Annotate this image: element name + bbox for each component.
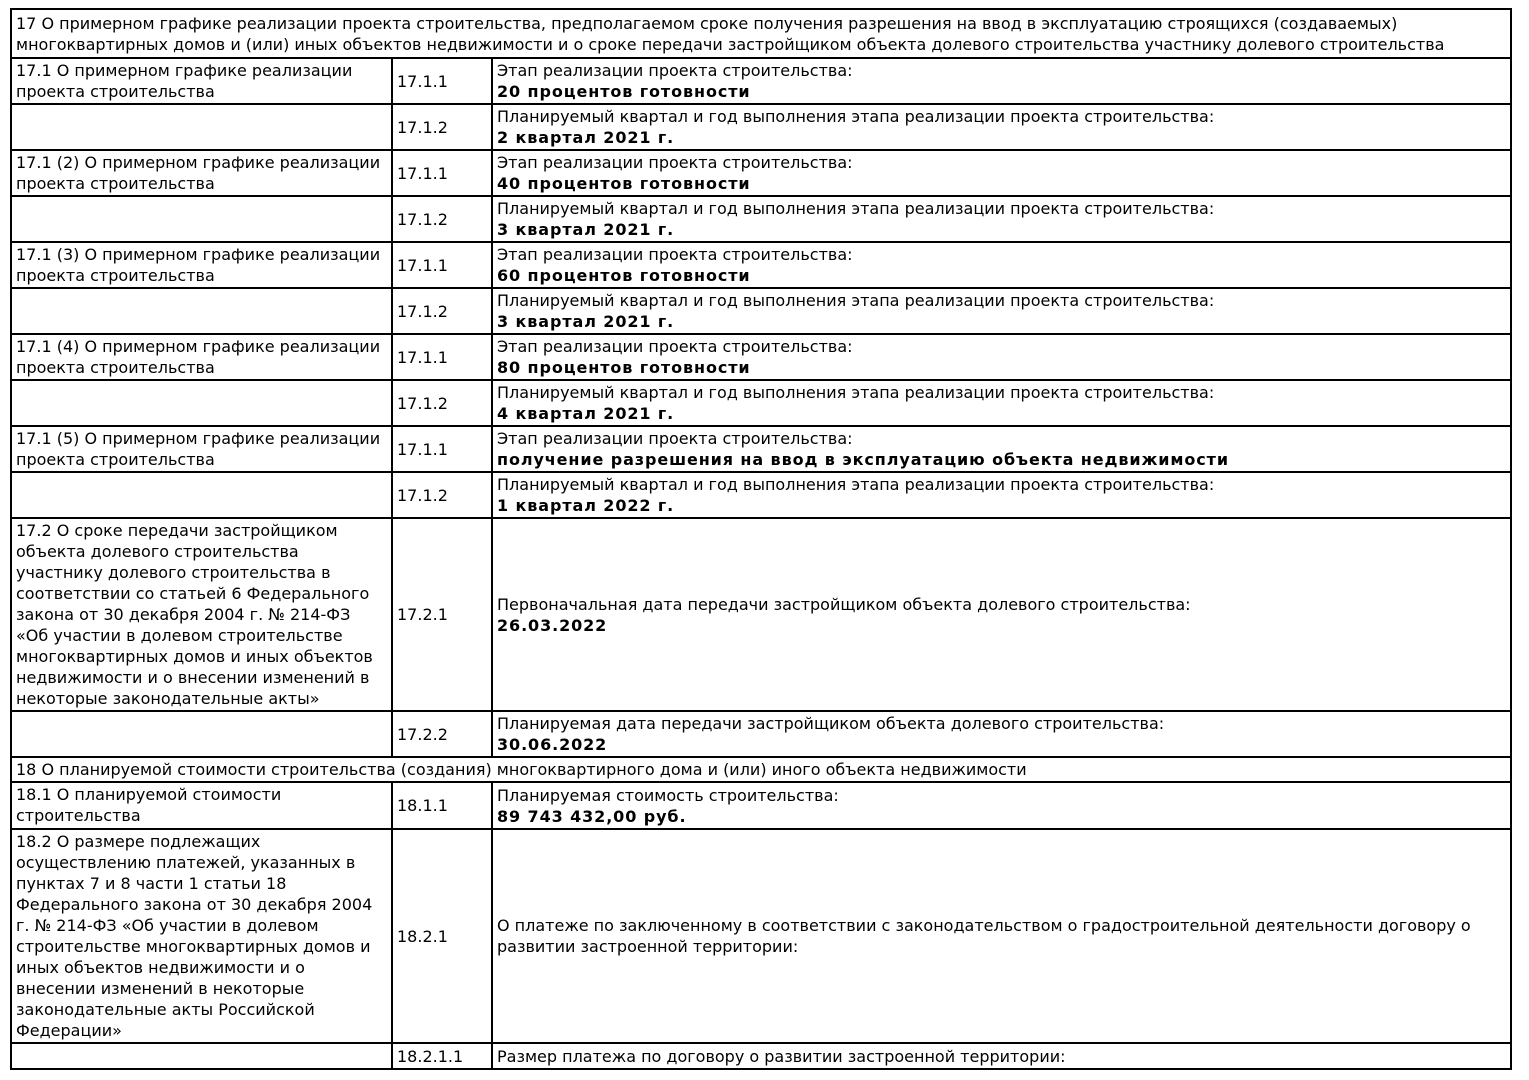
row-label-cell: 17.1 (2) О примерном графике реализации проекта строительства [11, 150, 392, 196]
row-label-cell: 17.2 О сроке передачи застройщиком объекта долевого строительства участнику долевого строительства в соответствии со статьей 6 Федерального закона от 30 декабря 2004 г. № 214-ФЗ «Об участии в долевом строительстве многоквартирных домов и иных объектов недвижимости и о внесении изменений в некоторые законодательные акты» [11, 518, 392, 711]
row-content-cell [492, 334, 1511, 380]
row-label-cell: 17.1 (4) О примерном графике реализации проекта строительства [11, 334, 392, 380]
table-row [11, 9, 1511, 58]
row-code-cell: 17.1.2 [392, 104, 492, 150]
row-content-cell [492, 472, 1511, 518]
row-content-cell [492, 518, 1511, 711]
declaration-table [10, 8, 1512, 1070]
table-row [11, 782, 1511, 829]
field-label: Этап реализации проекта строительства: [497, 245, 853, 264]
table-row [11, 288, 1511, 334]
row-content-cell [492, 711, 1511, 757]
field-value: 1 квартал 2022 г. [497, 496, 675, 515]
field-value: 2 квартал 2021 г. [497, 128, 675, 147]
field-label: Планируемый квартал и год выполнения этапа реализации проекта строительства: [497, 291, 1215, 310]
field-value: 89 743 432,00 руб. [497, 806, 687, 826]
row-content-cell [492, 242, 1511, 288]
table-row [11, 150, 1511, 196]
row-code-cell: 18.2.1 [392, 829, 492, 1043]
table-row [11, 58, 1511, 104]
field-label: Планируемый квартал и год выполнения этапа реализации проекта строительства: [497, 475, 1215, 494]
row-content-cell [492, 150, 1511, 196]
row-label-cell [11, 104, 392, 150]
table-row [11, 757, 1511, 782]
field-label: Планируемая дата передачи застройщиком объекта долевого строительства: [497, 714, 1165, 733]
field-label: Первоначальная дата передачи застройщиком объекта долевого строительства: [497, 594, 1191, 614]
row-content-cell [492, 426, 1511, 472]
row-code-cell: 17.1.2 [392, 196, 492, 242]
row-label-cell [11, 288, 392, 334]
field-value: 60 процентов готовности [497, 266, 751, 285]
field-label: Планируемый квартал и год выполнения этапа реализации проекта строительства: [497, 107, 1215, 126]
table-row [11, 711, 1511, 757]
field-label: Этап реализации проекта строительства: [497, 337, 853, 356]
row-label-cell [11, 1043, 392, 1069]
row-content-cell [492, 782, 1511, 829]
table-row [11, 829, 1511, 1043]
row-label-cell: 17.1 О примерном графике реализации проекта строительства [11, 58, 392, 104]
row-label-cell: 18.1 О планируемой стоимости строительства [11, 782, 392, 829]
row-content-cell [492, 58, 1511, 104]
field-value: получение разрешения на ввод в эксплуатацию объекта недвижимости [497, 450, 1229, 469]
row-code-cell: 17.1.2 [392, 380, 492, 426]
field-value: 4 квартал 2021 г. [497, 404, 675, 423]
row-code-cell: 17.1.1 [392, 334, 492, 380]
row-content-cell [492, 829, 1511, 1043]
row-code-cell: 17.2.2 [392, 711, 492, 757]
row-code-cell: 17.1.1 [392, 150, 492, 196]
table-row [11, 196, 1511, 242]
row-content-cell [492, 288, 1511, 334]
row-code-cell: 18.2.1.1 [392, 1043, 492, 1069]
field-label: Этап реализации проекта строительства: [497, 153, 853, 172]
row-label-cell: 17.1 (5) О примерном графике реализации проекта строительства [11, 426, 392, 472]
row-code-cell: 17.1.2 [392, 288, 492, 334]
field-label: Этап реализации проекта строительства: [497, 61, 853, 80]
row-label-cell [11, 472, 392, 518]
field-value: 80 процентов готовности [497, 358, 751, 377]
table-row [11, 104, 1511, 150]
row-label-cell [11, 380, 392, 426]
row-label-cell: 18.2 О размере подлежащих осуществлению платежей, указанных в пунктах 7 и 8 части 1 статьи 18 Федерального закона от 30 декабря 2004 г. № 214-ФЗ «Об участии в долевом строительстве многоквартирных домов и иных объектов недвижимости и о внесении изменений в некоторые законодательные акты Российской Федерации» [11, 829, 392, 1043]
table-row [11, 518, 1511, 711]
field-label: О платеже по заключенному в соответствии с законодательством о градостроительной деятельности договору о развитии застроенной территории: [497, 916, 1471, 956]
row-code-cell: 17.1.1 [392, 58, 492, 104]
table-row [11, 334, 1511, 380]
row-content-cell [492, 104, 1511, 150]
row-code-cell: 17.1.1 [392, 242, 492, 288]
row-content-cell [492, 380, 1511, 426]
field-value: 3 квартал 2021 г. [497, 220, 675, 239]
table-row [11, 426, 1511, 472]
field-value: 3 квартал 2021 г. [497, 312, 675, 331]
field-label: Планируемый квартал и год выполнения этапа реализации проекта строительства: [497, 383, 1215, 402]
row-label-cell [11, 196, 392, 242]
table-row [11, 472, 1511, 518]
table-row [11, 1043, 1511, 1069]
row-code-cell: 18.1.1 [392, 782, 492, 829]
field-value: 26.03.2022 [497, 615, 608, 635]
table-row [11, 380, 1511, 426]
row-code-cell: 17.2.1 [392, 518, 492, 711]
section-18-header: 18 О планируемой стоимости строительства (создания) многоквартирного дома и (или) иного объекта недвижимости [11, 757, 1511, 782]
row-label-cell: 17.1 (3) О примерном графике реализации проекта строительства [11, 242, 392, 288]
field-value: 20 процентов готовности [497, 82, 751, 101]
field-label: Размер платежа по договору о развитии застроенной территории: [497, 1046, 1066, 1066]
field-value: 30.06.2022 [497, 735, 608, 754]
section-17-header: 17 О примерном графике реализации проекта строительства, предполагаемом сроке получения разрешения на ввод в эксплуатацию строящихся (создаваемых) многоквартирных домов и (или) иных объектов недвижимости и о сроке передачи застройщиком объекта долевого строительства участнику долевого строительства [11, 9, 1511, 58]
field-value: 40 процентов готовности [497, 174, 751, 193]
row-code-cell: 17.1.1 [392, 426, 492, 472]
field-label: Планируемый квартал и год выполнения этапа реализации проекта строительства: [497, 199, 1215, 218]
row-content-cell [492, 1043, 1511, 1069]
field-label: Этап реализации проекта строительства: [497, 429, 853, 448]
field-label: Планируемая стоимость строительства: [497, 785, 839, 805]
row-code-cell: 17.1.2 [392, 472, 492, 518]
table-row [11, 242, 1511, 288]
row-content-cell [492, 196, 1511, 242]
row-label-cell [11, 711, 392, 757]
